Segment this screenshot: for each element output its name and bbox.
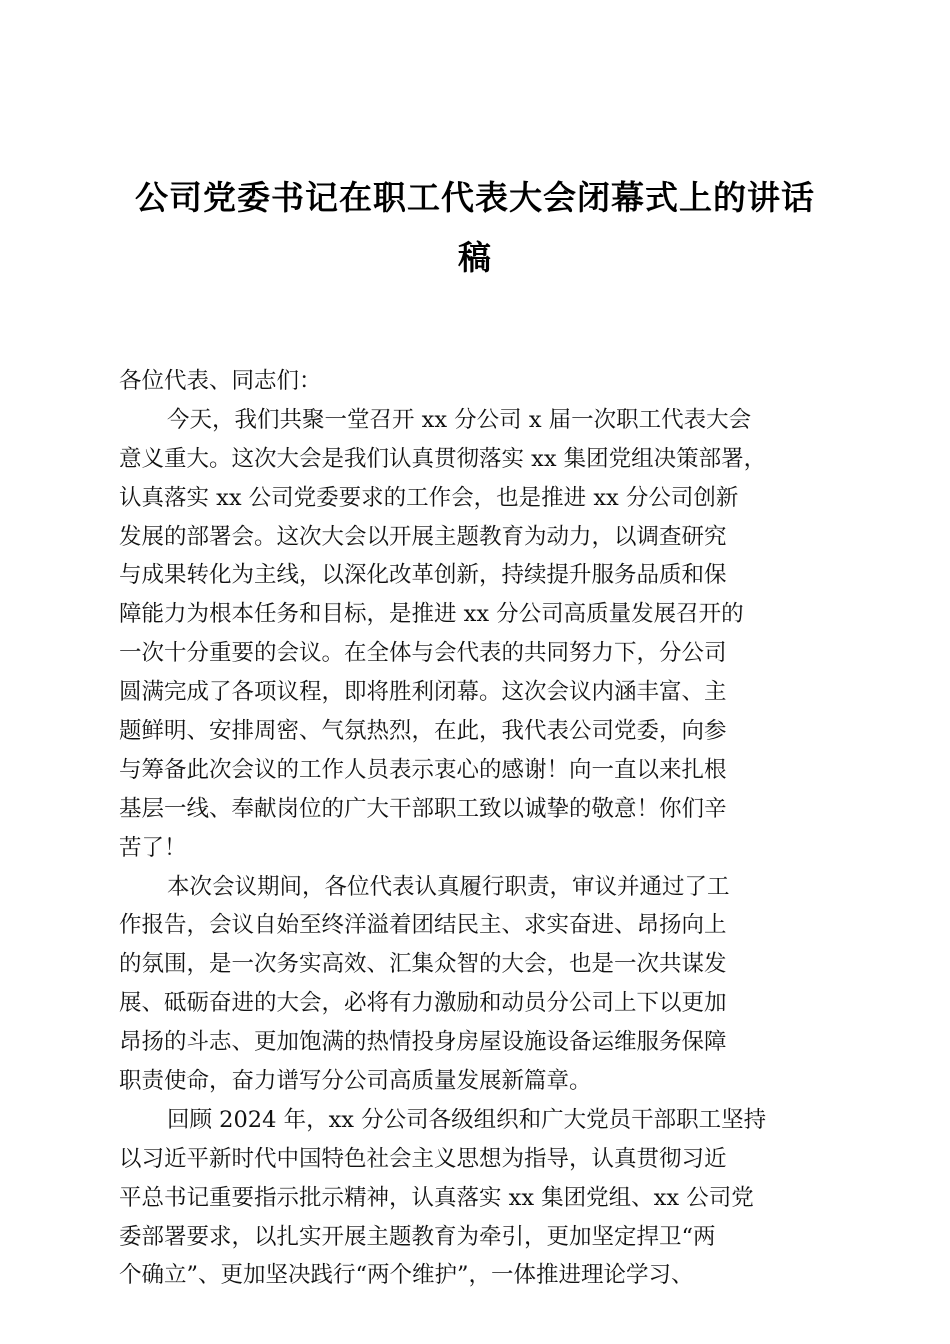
text-line: 回顾 2024 年，xx 分公司各级组织和广大党员干部职工坚持	[167, 1106, 767, 1133]
text-line: 平总书记重要指示批示精神，认真落实 xx 集团党组、xx 公司党	[119, 1184, 754, 1211]
text-line: 与筹备此次会议的工作人员表示衷心的感谢！向一直以来扎根	[119, 756, 727, 783]
text-line: 以习近平新时代中国特色社会主义思想为指导，认真贯彻习近	[119, 1145, 727, 1172]
text-line: 的氛围，是一次务实高效、汇集众智的大会，也是一次共谋发	[119, 951, 727, 978]
text-line: 障能力为根本任务和目标，是推进 xx 分公司高质量发展召开的	[119, 601, 744, 628]
text-line: 意义重大。这次大会是我们认真贯彻落实 xx 集团党组决策部署，	[119, 445, 767, 472]
title-line: 稿	[458, 238, 492, 277]
text-line: 与成果转化为主线，以深化改革创新，持续提升服务品质和保	[119, 562, 727, 589]
text-line: 昂扬的斗志、更加饱满的热情投身房屋设施设备运维服务保障	[119, 1029, 727, 1056]
paragraph-1	[119, 401, 833, 868]
paragraph-3	[119, 1101, 833, 1295]
document-title	[100, 168, 850, 288]
text-line: 发展的部署会。这次大会以开展主题教育为动力，以调查研究	[119, 523, 727, 550]
text-line: 苦了！	[119, 834, 187, 861]
text-line: 职责使命，奋力谱写分公司高质量发展新篇章。	[119, 1068, 592, 1095]
text-line: 个确立”、更加坚决践行“两个维护”，一体推进理论学习、	[119, 1262, 694, 1289]
salutation: 各位代表、同志们：	[119, 368, 322, 394]
text-line: 本次会议期间，各位代表认真履行职责，审议并通过了工	[167, 873, 730, 900]
document-body	[119, 362, 833, 1295]
text-line: 作报告，会议自始至终洋溢着团结民主、求实奋进、昂扬向上	[119, 912, 727, 939]
paragraph-2	[119, 868, 833, 1101]
text-line: 展、砥砺奋进的大会，必将有力激励和动员分公司上下以更加	[119, 990, 727, 1017]
text-line: 圆满完成了各项议程，即将胜利闭幕。这次会议内涵丰富、主	[119, 679, 727, 706]
text-line: 一次十分重要的会议。在全体与会代表的共同努力下，分公司	[119, 640, 727, 667]
text-line: 委部署要求，以扎实开展主题教育为牵引，更加坚定捍卫“两	[119, 1223, 716, 1250]
text-line: 认真落实 xx 公司党委要求的工作会，也是推进 xx 分公司创新	[119, 484, 739, 511]
text-line: 基层一线、奉献岗位的广大干部职工致以诚挚的敬意！你们辛	[119, 795, 727, 822]
title-line: 公司党委书记在职工代表大会闭幕式上的讲话	[135, 178, 815, 217]
text-line: 题鲜明、安排周密、气氛热烈，在此，我代表公司党委，向参	[119, 718, 727, 745]
text-line: 今天，我们共聚一堂召开 xx 分公司 x 届一次职工代表大会	[167, 406, 752, 433]
